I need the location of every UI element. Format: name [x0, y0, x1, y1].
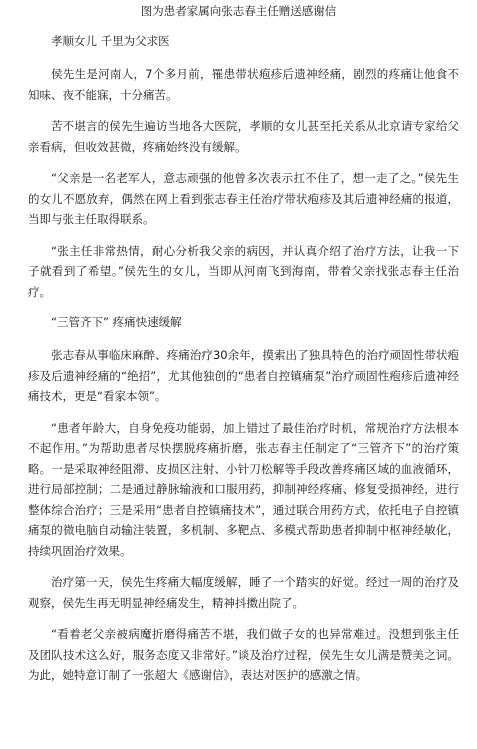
paragraph: 苦不堪言的侯先生遍访当地各大医院，孝顺的女儿甚至托关系从北京请专家给父亲看病，但收效甚微，疼痛始终没有缓解。 — [28, 119, 459, 154]
article-body — [0, 32, 477, 686]
paragraph: “看着老父亲被病魔折磨得痛苦不堪，我们做子女的也异常难过。没想到张主任及团队技术这么好，服务态度又非常好。”谈及治疗过程，侯先生女儿满是赞美之词。为此，她特意订制了一张超大《感谢信》，表达对医护的感激之情。 — [28, 627, 459, 682]
image-caption: 图为患者家属向张志春主任赠送感谢信 — [140, 4, 337, 18]
subheading-second: “三管齐下” 疼痛快速缓解 — [51, 315, 182, 329]
paragraph: 治疗第一天，侯先生疼痛大幅度缓解，睡了一个踏实的好觉。经过一周的治疗及观察，侯先生再无明显神经痛发生，精神抖擞出院了。 — [28, 575, 459, 610]
paragraph: “张主任非常热情，耐心分析我父亲的病因，并认真介绍了治疗方法，让我一下子就看到了希望。”侯先生的女儿，当即从河南飞到海南，带着父亲找张志春主任治疗。 — [28, 243, 459, 299]
subheading-first: 孝顺女儿 千里为父求医 — [51, 34, 170, 48]
paragraph: “患者年龄大，自身免疫功能弱，加上错过了最佳治疗时机，常规治疗方法根本不起作用。”为帮助患者尽快摆脱疼痛折磨，张志春主任制定了“三管齐下”的治疗策略。一是采取神经阻滞、皮损区注射、小针刀松解等手段改善疼痛区域的血液循环，进行局部控制；二是通过静脉输液和口服用药，抑制神经疼痛、修复受损神经，进行整体综合治疗；三是采用“患者自控镇痛技术”，通过联合用药方式，依托电子自控镇痛泵的微电脑自动输注装置，多机制、多靶点、多模式帮助患者抑制中枢神经敏化，持续巩固治疗效果。 — [28, 420, 459, 558]
paragraph: “父亲是一名老军人，意志顽强的他曾多次表示扛不住了，想一走了之。”侯先生的女儿不愿放弃，偶然在网上看到张志春主任治疗带状疱疹及其后遗神经痛的报道，当即与张主任取得联系。 — [28, 171, 459, 226]
paragraph: 侯先生是河南人，7个多月前，罹患带状疱疹后遗神经痛，剧烈的疼痛让他食不知味、夜不能寐，十分痛苦。 — [28, 67, 459, 102]
paragraph: 张志春从事临床麻醉、疼痛治疗30余年，摸索出了独具特色的治疗顽固性带状疱疹及后遗神经痛的“绝招”，尤其他独创的“患者自控镇痛泵”治疗顽固性疱疹后遗神经痛技术，更是“看家本领”。 — [28, 348, 459, 403]
